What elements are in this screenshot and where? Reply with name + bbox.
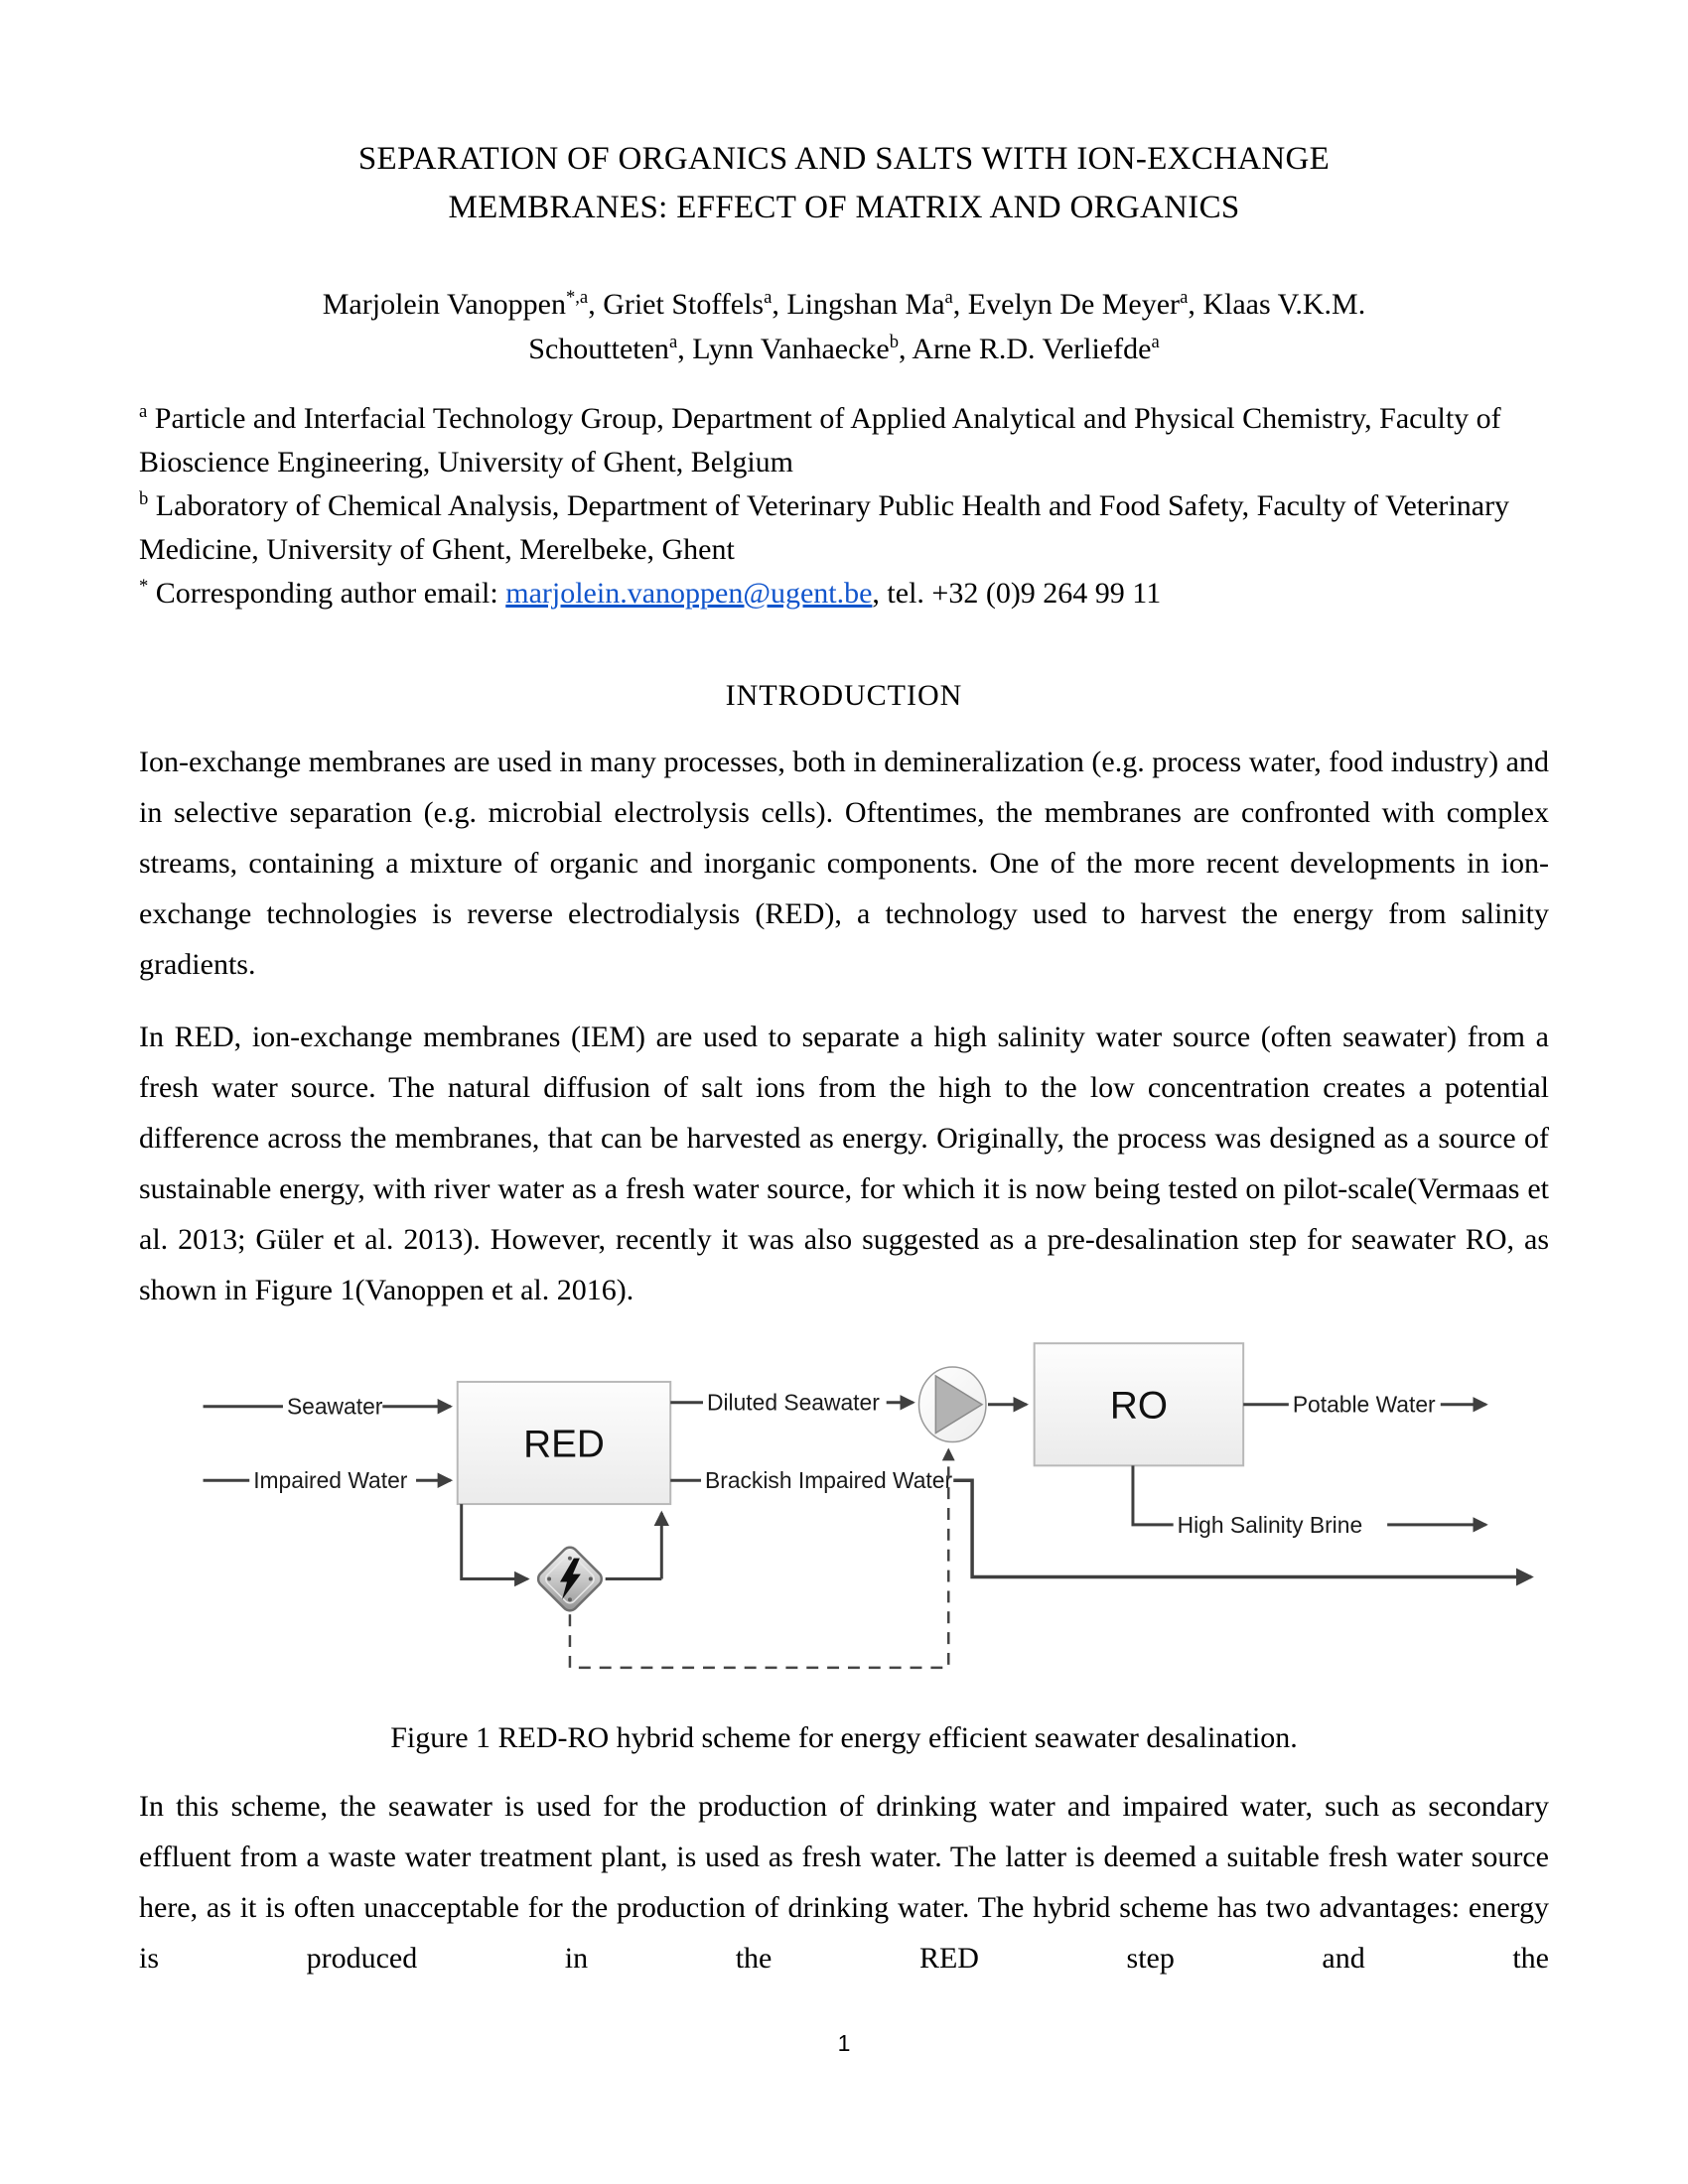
affiliation-text: Particle and Interfacial Technology Group, Department of Applied Analytical and Physical Chemistry, Faculty of Bioscience Engineering, University of Ghent, Belgium — [139, 402, 1501, 478]
paragraph-1: Ion-exchange membranes are used in many processes, both in demineralization (e.g. process water, food industry) and in selective separation (e.g. microbial electrolysis cells). Oftentimes, the membranes are confronted with complex streams, containing a mixture of organic and inorganic components. One of the more recent developments in ion-exchange technologies is reverse electrodialysis (RED), a technology used to harvest the energy from salinity gradients. — [139, 746, 1549, 981]
brackish-impaired-water-label: Brackish Impaired Water — [704, 1467, 953, 1494]
corresponding-suffix: , tel. +32 (0)9 264 99 11 — [872, 577, 1162, 610]
author-superscript: b — [889, 332, 900, 352]
impaired-water-label: Impaired Water — [253, 1467, 408, 1494]
affiliation-superscript: a — [139, 401, 148, 422]
author-superscript: a — [1151, 332, 1160, 352]
pump-icon — [918, 1367, 986, 1441]
diluted-seawater-label: Diluted Seawater — [706, 1389, 880, 1416]
paper-title: SEPARATION OF ORGANICS AND SALTS WITH ION-EXCHANGE MEMBRANES: EFFECT OF MATRIX AND ORGANICS — [357, 141, 1331, 225]
author-superscript: a — [764, 287, 773, 308]
author-superscript: *,a — [565, 287, 589, 308]
affiliation-text: Laboratory of Chemical Analysis, Department of Veterinary Public Health and Food Safety, Faculty of Veterinary Medicine, University of Ghent, Merelbeke, Ghent — [139, 489, 1510, 566]
seawater-label: Seawater — [286, 1393, 383, 1420]
energy-loop-left — [462, 1504, 528, 1578]
author-name: , Arne R.D. Verliefde — [899, 333, 1152, 365]
affiliations-block — [139, 397, 1549, 615]
author-line-1 — [139, 282, 1549, 327]
author-name: , Griet Stoffels — [588, 288, 765, 321]
author-name: , Lingshan Ma — [772, 288, 945, 321]
author-superscript: a — [1180, 287, 1189, 308]
potable-water-label: Potable Water — [1292, 1391, 1436, 1418]
author-list — [139, 282, 1549, 371]
brine-line — [1133, 1465, 1174, 1525]
high-salinity-brine-label: High Salinity Brine — [1177, 1511, 1363, 1538]
author-name: Schoutteten — [528, 333, 669, 365]
figure-1-caption: Figure 1 RED-RO hybrid scheme for energy efficient seawater desalination. — [390, 1721, 1298, 1754]
energy-lightning-icon — [535, 1544, 605, 1613]
author-name: , Klaas V.K.M. — [1188, 288, 1366, 321]
author-name: , Evelyn De Meyer — [952, 288, 1181, 321]
paragraph-3: In this scheme, the seawater is used for the production of drinking water and impaired water, such as secondary effluent from a waste water treatment plant, is used as fresh water. The latter is deemed a suitable fresh water source here, as it is often unacceptable for the production of drinking water. The hybrid scheme has two advantages: energy is produced in the RED step and the — [139, 1790, 1549, 1975]
affiliation-b — [139, 484, 1549, 572]
paragraph-2: In RED, ion-exchange membranes (IEM) are used to separate a high salinity water source (often seawater) from a fresh water source. The natural diffusion of salt ions from the high to the low concentration creates a potential difference across the membranes, that can be harvested as energy. Originally, the process was designed as a source of sustainable energy, with river water as a fresh water source, for which it is now being tested on pilot-scale(Vermaas et al. 2013; Güler et al. 2013). However, recently it was also suggested as a pre-desalination step for seawater RO, as shown in Figure 1(Vanoppen et al. 2016). — [139, 1021, 1549, 1306]
corresponding-author-line — [139, 572, 1549, 615]
author-name: , Lynn Vanhaecke — [677, 333, 890, 365]
page-number: 1 — [837, 2030, 851, 2056]
ro-unit-label: RO — [1109, 1384, 1168, 1428]
affiliation-superscript: b — [139, 488, 149, 509]
corresponding-email-link[interactable]: marjolein.vanoppen@ugent.be — [505, 577, 873, 610]
corresponding-prefix: Corresponding author email: — [148, 577, 506, 610]
author-name: Marjolein Vanoppen — [322, 288, 566, 321]
red-unit-label: RED — [523, 1423, 605, 1466]
author-superscript: a — [944, 287, 953, 308]
section-heading-introduction: INTRODUCTION — [725, 679, 963, 712]
author-line-2 — [139, 327, 1549, 371]
affiliation-a — [139, 397, 1549, 484]
author-superscript: a — [668, 332, 678, 352]
figure-1 — [139, 1325, 1549, 1706]
figure-1-diagram — [139, 1325, 1549, 1701]
corresponding-superscript: * — [139, 576, 149, 597]
